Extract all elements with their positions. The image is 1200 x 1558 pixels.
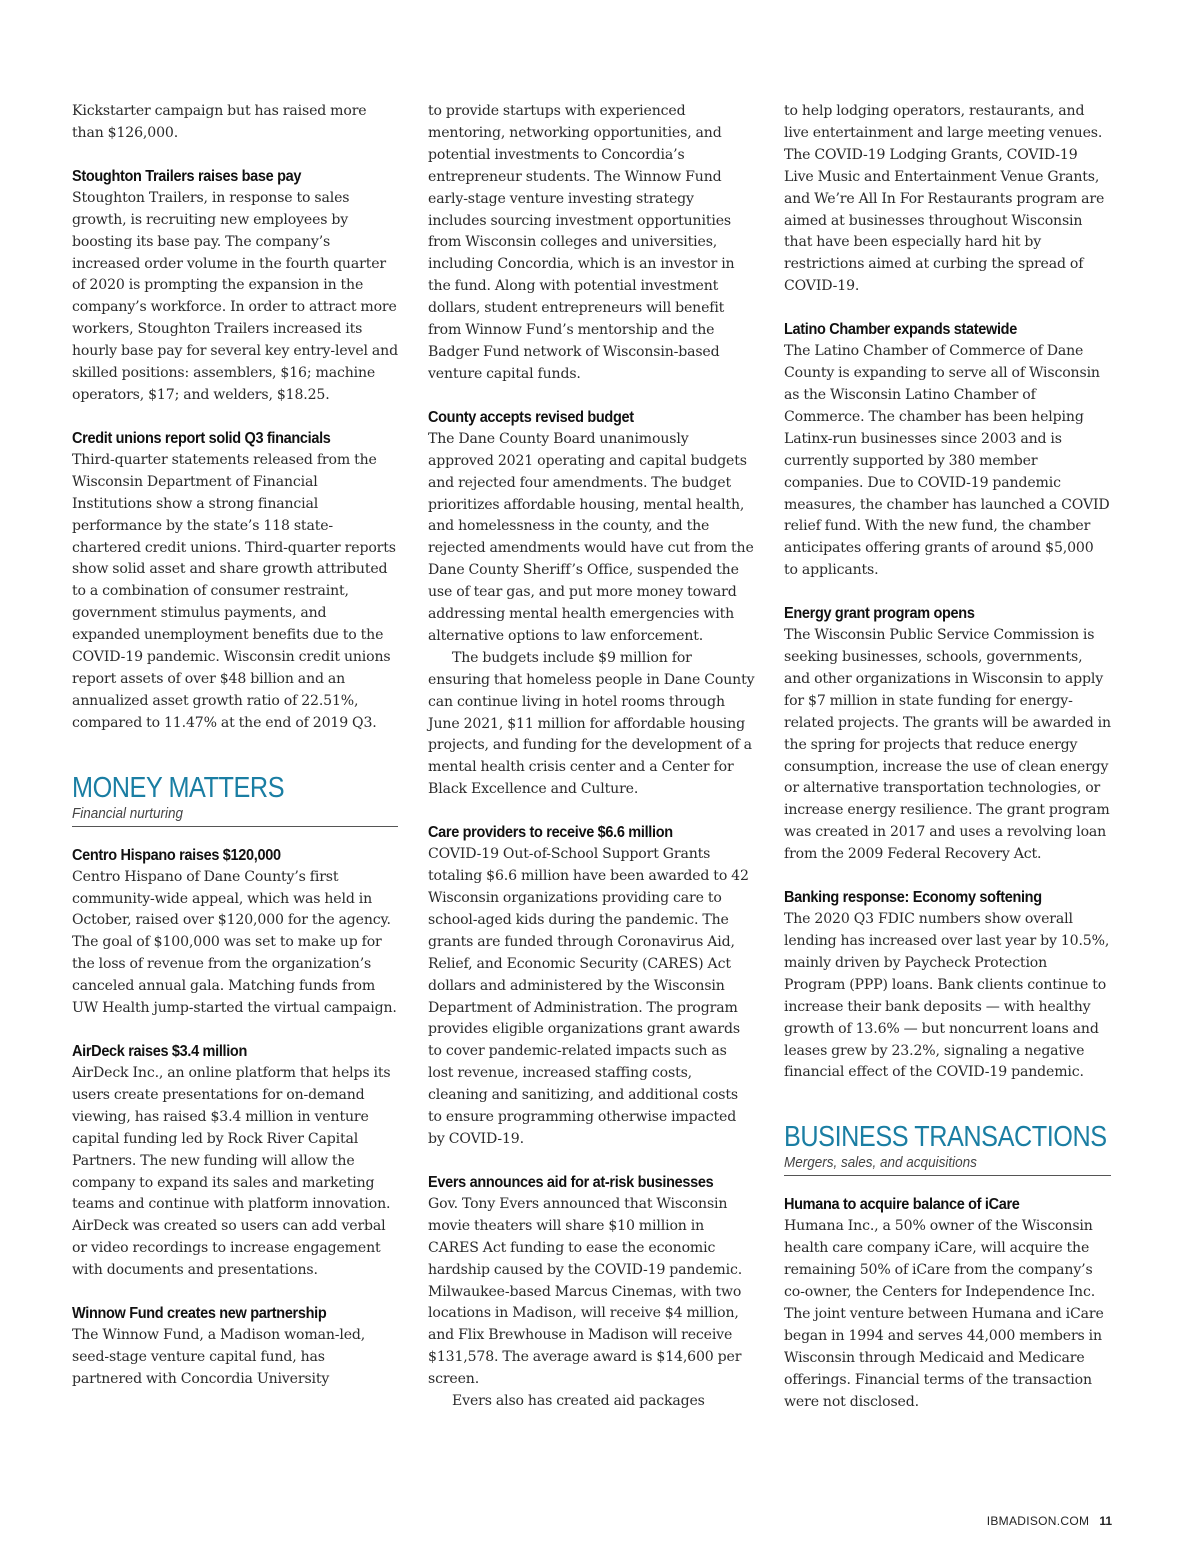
article-airdeck — [72, 1041, 398, 1282]
article-heading: Evers announces aid for at-risk businesses — [428, 1173, 714, 1191]
intro-body: Kickstarter campaign but has raised more than $126,000. — [72, 103, 367, 141]
article-humana-icare — [784, 1194, 1111, 1413]
article-heading: Latino Chamber expands statewide — [784, 321, 1017, 339]
section-subtitle: Mergers, sales, and acquisitions — [784, 1154, 977, 1172]
article-evers-continued — [784, 101, 1111, 298]
article-centro-hispano — [72, 845, 398, 1020]
article-body: AirDeck Inc., an online platform that helps its users create presentations for on-demand viewing, has raised $3.4 million in venture capital funding led by Rock River Capital Partners. The new funding will allow the company to expand its sales and marketing teams and continue with platform innovation. AirDeck was created so users can add verbal or video recordings to increase engagement with documents and presentations. — [72, 1065, 391, 1279]
article-latino-chamber — [784, 319, 1111, 582]
article-body: Gov. Tony Evers announced that Wisconsin movie theaters will share $10 million in CARES Act funding to ease the economic hardship caused by the COVID-19 pandemic. Milwaukee-based Marcus Cinemas, with two locations in Madison, will receive $4 million, and Flix Brewhouse in Madison will receive $131,578. The average award is $14,600 per screen. — [428, 1195, 743, 1388]
article-heading: Centro Hispano raises $120,000 — [72, 846, 281, 864]
column-3 — [784, 101, 1111, 1435]
article-heading: Winnow Fund creates new partnership — [72, 1305, 327, 1323]
article-stoughton — [72, 166, 398, 407]
section-header-business-transactions — [784, 1121, 1111, 1176]
section-title: BUSINESS TRANSACTIONS — [784, 1121, 1107, 1154]
column-2 — [428, 101, 755, 1434]
footer-site-link[interactable]: IBMADISON.COM — [986, 1514, 1090, 1528]
article-banking-response — [784, 887, 1111, 1084]
article-body: Third-quarter statements released from the Wisconsin Department of Financial Institutions show a strong financial performance by the state’s 118 state-chartered credit unions. Third-quarter reports show solid asset and share growth attributed to a combination of consumer restraint, government stimulus payments, and expanded unemployment benefits due to the COVID-19 pandemic. Wisconsin credit unions report assets of over $48 billion and an annualized asset growth ratio of 22.51%, compared to 11.47% at the end of 2019 Q3. — [72, 451, 396, 731]
article-heading: Energy grant program opens — [784, 605, 975, 623]
article-winnow-continued — [428, 101, 755, 386]
article-body: to help lodging operators, restaurants, and live entertainment and large meeting venues. The COVID-19 Lodging Grants, COVID-19 Live Music and Entertainment Venue Grants, and We’re All In For Restaurants program are aimed at businesses throughout Wisconsin that have been especially hard hit by restrictions aimed at curbing the spread of COVID-19. — [784, 103, 1105, 295]
article-heading: County accepts revised budget — [428, 408, 634, 426]
article-body: to provide startups with experienced mentoring, networking opportunities, and potential investments to Concordia’s entrepreneur students. The Winnow Fund early-stage venture investing strategy includes sourcing investment opportunities from Wisconsin colleges and universities, including Concordia, which is an investor in the fund. Along with potential investment dollars, student entrepreneurs will benefit from Winnow Fund’s mentorship and the Badger Fund network of Wisconsin-based venture capital funds. — [428, 103, 735, 382]
article-credit-unions — [72, 428, 398, 735]
article-body: Stoughton Trailers, in response to sales growth, is recruiting new employees by boosting its base pay. The company’s increased order volume in the fourth quarter of 2020 is prompting the expansion in the company’s workforce. In order to attract more workers, Stoughton Trailers increased its hourly base pay for several key entry-level and skilled positions: assemblers, $16; machine operators, $17; and welders, $18.25. — [72, 189, 398, 403]
section-title: MONEY MATTERS — [72, 771, 285, 804]
article-evers-aid — [428, 1172, 755, 1413]
section-header-money-matters — [72, 772, 398, 827]
article-heading: Care providers to receive $6.6 million — [428, 824, 673, 842]
article-energy-grant — [784, 603, 1111, 866]
article-body: The Wisconsin Public Service Commission is seeking businesses, schools, governments, and other organizations in Wisconsin to apply for $7 million in state funding for energy-related projects. The grants will be awarded in the spring for projects that reduce energy consumption, increase the use of clean energy or alternative transportation technologies, or increase energy resilience. The grant program was created in 2017 and uses a revolving loan from the 2009 Federal Recovery Act. — [784, 627, 1111, 863]
article-body: The Winnow Fund, a Madison woman-led, seed-stage venture capital fund, has partnered with Concordia University — [72, 1327, 366, 1387]
intro-continuation — [72, 101, 398, 145]
article-body: The Dane County Board unanimously approved 2021 operating and capital budgets and rejected four amendments. The budget prioritizes affordable housing, mental health, and homelessness in the county, and the rejected amendments would have cut from the Dane County Sheriff’s Office, suspended the use of tear gas, and put more money toward addressing mental health emergencies with alternative options to law enforcement. — [428, 430, 754, 644]
article-heading: Credit unions report solid Q3 financials — [72, 429, 331, 447]
article-heading: Banking response: Economy softening — [784, 889, 1042, 907]
page-footer — [987, 1514, 1112, 1528]
column-1 — [72, 101, 398, 1412]
section-subtitle: Financial nurturing — [72, 804, 184, 822]
article-county-budget — [428, 407, 755, 801]
article-body: Centro Hispano of Dane County’s first community-wide appeal, which was held in October, raised over $120,000 for the agency. The goal of $100,000 was set to make up for the loss of revenue from the organization’s canceled annual gala. Matching funds from UW Health jump-started the virtual campaign. — [72, 868, 397, 1017]
article-heading: Stoughton Trailers raises base pay — [72, 167, 302, 185]
article-heading: Humana to acquire balance of iCare — [784, 1196, 1020, 1214]
article-body: COVID-19 Out-of-School Support Grants totaling $6.6 million have been awarded to 42 Wisconsin organizations providing care to school-aged kids during the pandemic. The grants are funded through Coronavirus Aid, Relief, and Economic Security (CARES) Act dollars and administered by the Wisconsin Department of Administration. The program provides eligible organizations grant awards to cover pandemic-related impacts such as lost revenue, increased staffing costs, cleaning and sanitizing, and additional costs to ensure programming otherwise impacted by COVID-19. — [428, 846, 749, 1147]
article-body: Humana Inc., a 50% owner of the Wisconsin health care company iCare, will acquire the remaining 50% of iCare from the company’s co-owner, the Centers for Independence Inc. The joint venture between Humana and iCare began in 1994 and serves 44,000 members in Wisconsin through Medicaid and Medicare offerings. Financial terms of the transaction were not disclosed. — [784, 1218, 1104, 1410]
article-body: The 2020 Q3 FDIC numbers show overall lending has increased over last year by 10.5%, mainly driven by Paycheck Protection Program (PPP) loans. Bank clients continue to increase their bank deposits — with healthy growth of 13.6% — but noncurrent loans and leases grew by 23.2%, signaling a negative financial effect of the COVID-19 pandemic. — [784, 911, 1110, 1081]
article-winnow-fund — [72, 1303, 398, 1391]
article-heading: AirDeck raises $3.4 million — [72, 1043, 248, 1060]
article-care-providers — [428, 822, 755, 1151]
page-number: 11 — [1099, 1514, 1112, 1528]
article-body: The budgets include $9 million for ensuring that homeless people in Dane County can continue living in hotel rooms through June 2021, $11 million for affordable housing projects, and funding for the development of a mental health crisis center and a Center for Black Excellence and Culture. — [428, 649, 755, 798]
article-body: Evers also has created aid packages — [452, 1393, 705, 1410]
article-body: The Latino Chamber of Commerce of Dane County is expanding to serve all of Wisconsin as the Wisconsin Latino Chamber of Commerce. The chamber has been helping Latinx-run businesses since 2003 and is currently supported by 380 member companies. Due to COVID-19 pandemic measures, the chamber has launched a COVID relief fund. With the new fund, the chamber anticipates offering grants of around $5,000 to applicants. — [784, 343, 1110, 579]
